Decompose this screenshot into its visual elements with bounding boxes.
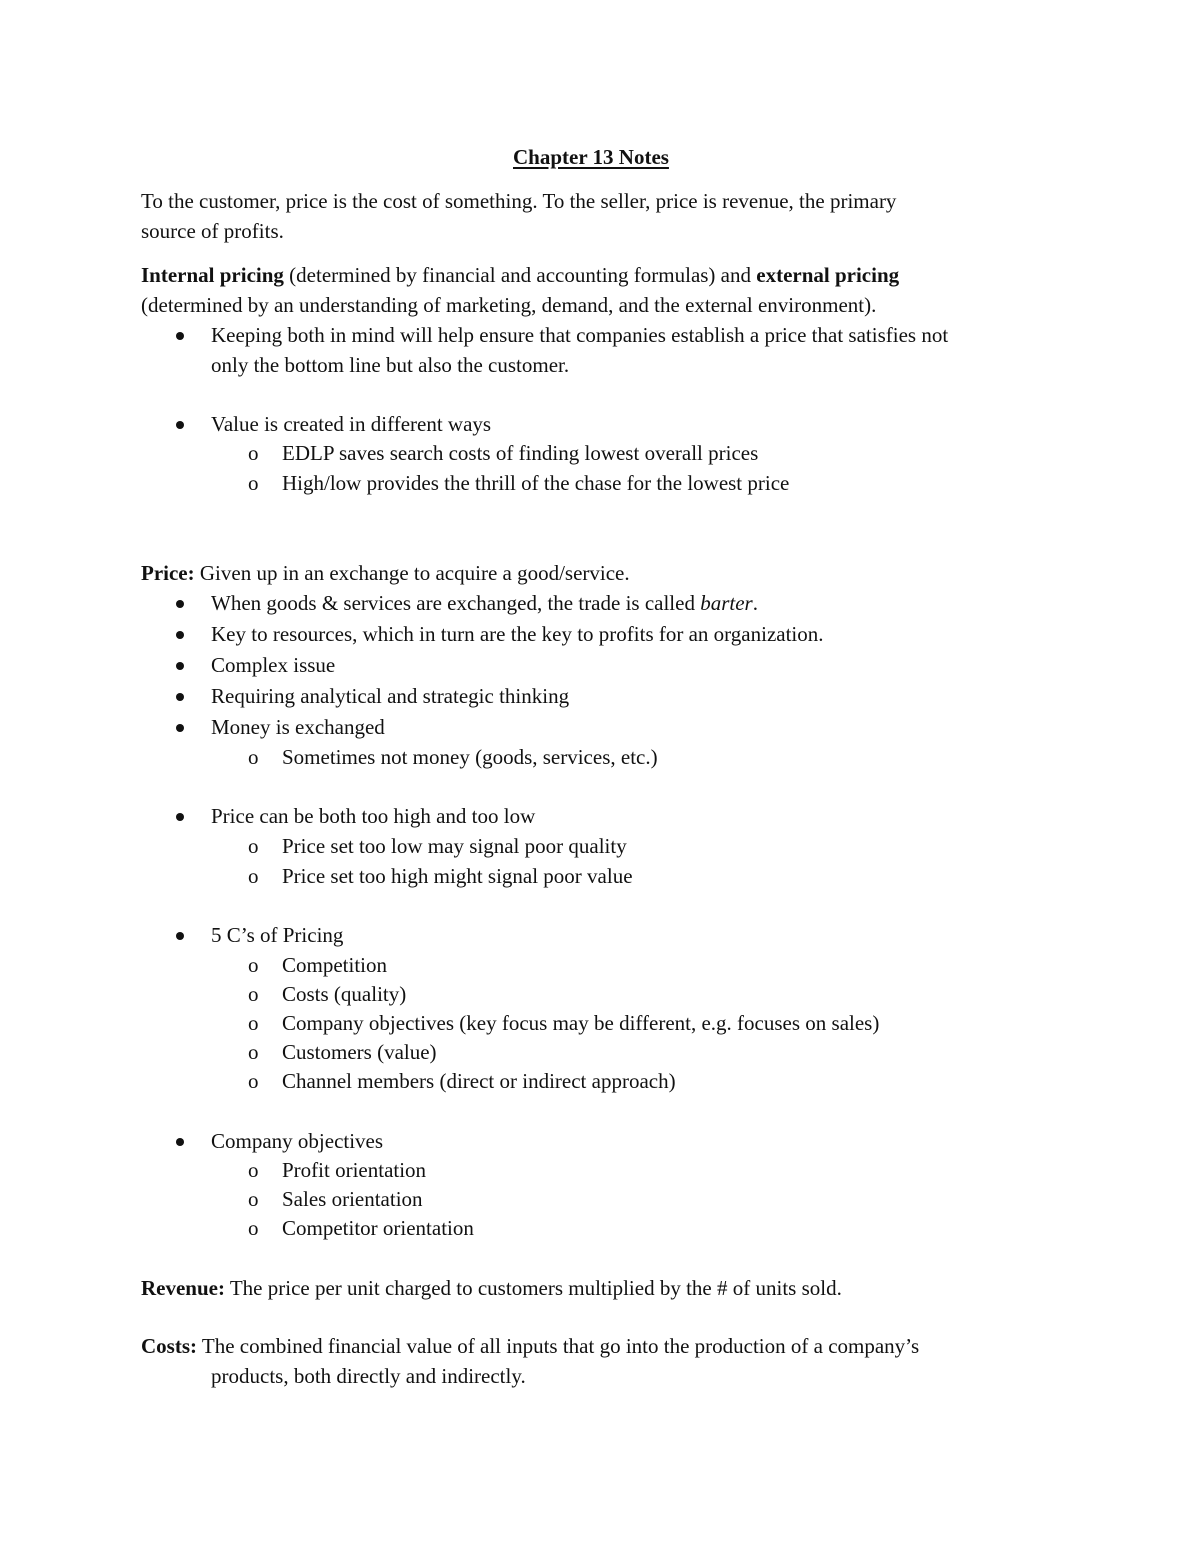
barter-word: barter — [700, 591, 753, 615]
bullet-icon — [176, 662, 184, 670]
intro-line-1: To the customer, price is the cost of something. To the seller, price is revenue, the primary — [141, 189, 897, 213]
revenue-definition-text: The price per unit charged to customers multiplied by the # of units sold. — [224, 1276, 842, 1300]
sub-bullet-icon: o — [248, 1011, 259, 1035]
sub-list-item: Competitor orientation — [282, 1216, 474, 1240]
list-item — [211, 593, 758, 614]
sub-bullet-icon: o — [248, 834, 259, 858]
sub-bullet-icon: o — [248, 953, 259, 977]
barter-prefix: When goods & services are exchanged, the trade is called — [211, 591, 701, 615]
list-item-continuation: only the bottom line but also the customer. — [211, 353, 570, 377]
sub-list-item: Sometimes not money (goods, services, etc.) — [282, 745, 658, 769]
sub-bullet-icon: o — [248, 1040, 259, 1064]
costs-term: Costs: — [141, 1334, 197, 1358]
price-definition — [141, 563, 630, 584]
costs-definition — [141, 1336, 919, 1357]
sub-bullet-icon: o — [248, 441, 259, 465]
list-item: 5 C’s of Pricing — [211, 923, 344, 947]
revenue-term: Revenue: — [141, 1276, 225, 1300]
sub-bullet-icon: o — [248, 745, 259, 769]
sub-list-item: Company objectives (key focus may be different, e.g. focuses on sales) — [282, 1011, 880, 1035]
pricing-paragraph-line-1 — [141, 265, 899, 286]
sub-list-item: Price set too high might signal poor value — [282, 864, 633, 888]
bullet-icon — [176, 813, 184, 821]
internal-pricing-term: Internal pricing — [141, 263, 284, 287]
pricing-paragraph-line-2: (determined by an understanding of marketing, demand, and the external environment). — [141, 293, 877, 317]
bullet-icon — [176, 600, 184, 608]
list-item: Key to resources, which in turn are the key to profits for an organization. — [211, 622, 824, 646]
sub-list-item: Competition — [282, 953, 387, 977]
page-title: Chapter 13 Notes — [513, 145, 669, 169]
sub-bullet-icon: o — [248, 982, 259, 1006]
sub-bullet-icon: o — [248, 1158, 259, 1182]
costs-definition-text: The combined financial value of all inputs that go into the production of a company’s — [197, 1334, 920, 1358]
sub-bullet-icon: o — [248, 471, 259, 495]
list-item: Price can be both too high and too low — [211, 804, 536, 828]
sub-list-item: Costs (quality) — [282, 982, 407, 1006]
bullet-icon — [176, 1138, 184, 1146]
sub-list-item: Profit orientation — [282, 1158, 427, 1182]
list-item: Value is created in different ways — [211, 412, 492, 436]
sub-bullet-icon: o — [248, 1187, 259, 1211]
intro-line-2: source of profits. — [141, 219, 284, 243]
sub-list-item: High/low provides the thrill of the chase for the lowest price — [282, 471, 790, 495]
list-item: Complex issue — [211, 653, 336, 677]
sub-bullet-icon: o — [248, 1216, 259, 1240]
bullet-icon — [176, 932, 184, 940]
barter-suffix: . — [752, 591, 758, 615]
sub-list-item: Channel members (direct or indirect approach) — [282, 1069, 676, 1093]
bullet-icon — [176, 693, 184, 701]
sub-list-item: Sales orientation — [282, 1187, 423, 1211]
sub-list-item: EDLP saves search costs of finding lowest overall prices — [282, 441, 759, 465]
sub-bullet-icon: o — [248, 1069, 259, 1093]
sub-bullet-icon: o — [248, 864, 259, 888]
internal-pricing-desc: (determined by financial and accounting formulas) and — [283, 263, 757, 287]
price-term: Price: — [141, 561, 195, 585]
bullet-icon — [176, 332, 184, 340]
sub-list-item: Customers (value) — [282, 1040, 437, 1064]
list-item: Money is exchanged — [211, 715, 385, 739]
list-item: Company objectives — [211, 1129, 384, 1153]
list-item: Requiring analytical and strategic thinking — [211, 684, 570, 708]
list-item: Keeping both in mind will help ensure that companies establish a price that satisfies not — [211, 323, 949, 347]
bullet-icon — [176, 421, 184, 429]
bullet-icon — [176, 631, 184, 639]
sub-list-item: Price set too low may signal poor quality — [282, 834, 627, 858]
costs-definition-continuation: products, both directly and indirectly. — [211, 1364, 526, 1388]
price-definition-text: Given up in an exchange to acquire a good/service. — [194, 561, 630, 585]
revenue-definition — [141, 1278, 842, 1299]
external-pricing-term: external pricing — [756, 263, 900, 287]
bullet-icon — [176, 724, 184, 732]
